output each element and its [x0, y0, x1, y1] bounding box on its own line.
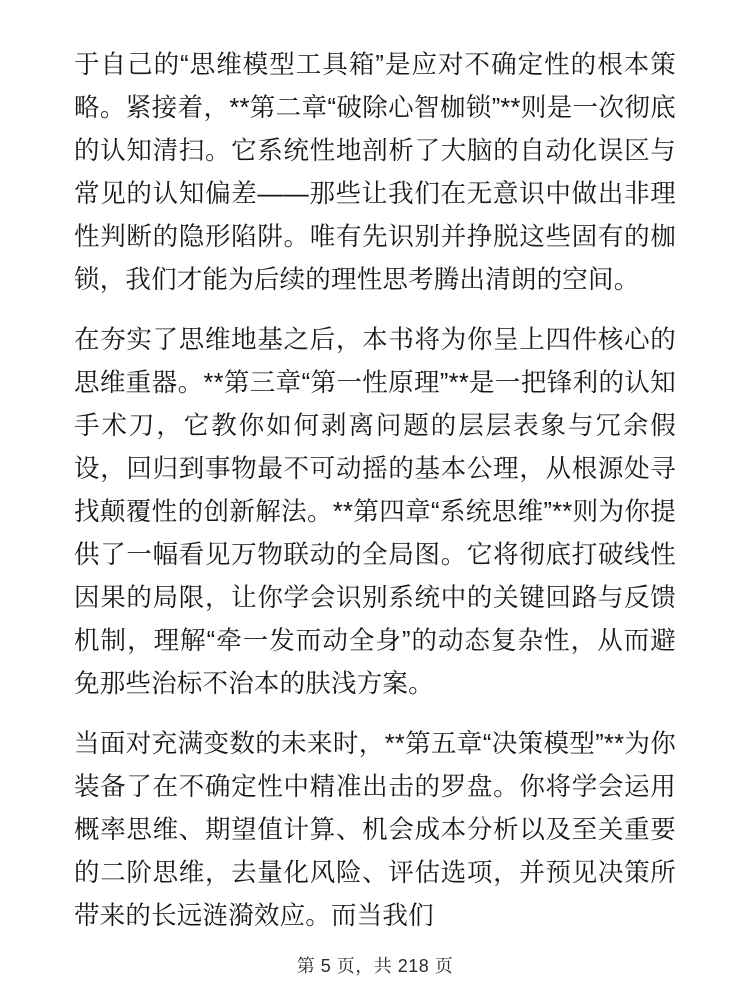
page-number-label: 第 5 页，共 218 页: [296, 956, 454, 976]
paragraph-3: 当面对充满变数的未来时，**第五章“决策模型”**为你装备了在不确定性中精准出击的罗盘。你将学会运用概率思维、期望值计算、机会成本分析以及至关重要的二阶思维，去量化风险、评估选项，并预见决策所带来的长远涟漪效应。而当我们: [74, 730, 676, 930]
page-footer: [0, 952, 750, 978]
page-content: [74, 44, 676, 1000]
paragraph-1: 于自己的“思维模型工具箱”是应对不确定性的根本策略。紧接着，**第二章“破除心智枷锁”**则是一次彻底的认知清扫。它系统性地剖析了大脑的自动化误区与常见的认知偏差——那些让我们在无意识中做出非理性判断的隐形陷阱。唯有先识别并挣脱这些固有的枷锁，我们才能为后续的理性思考腾出清朗的空间。: [74, 51, 676, 294]
paragraph-2: 在夯实了思维地基之后，本书将为你呈上四件核心的思维重器。**第三章“第一性原理”**是一把锋利的认知手术刀，它教你如何剥离问题的层层表象与冗余假设，回归到事物最不可动摇的基本公理，从根源处寻找颠覆性的创新解法。**第四章“系统思维”**则为你提供了一幅看见万物联动的全局图。它将彻底打破线性因果的局限，让你学会识别系统中的关键回路与反馈机制，理解“牵一发而动全身”的动态复杂性，从而避免那些治标不治本的肤浅方案。: [74, 326, 676, 698]
